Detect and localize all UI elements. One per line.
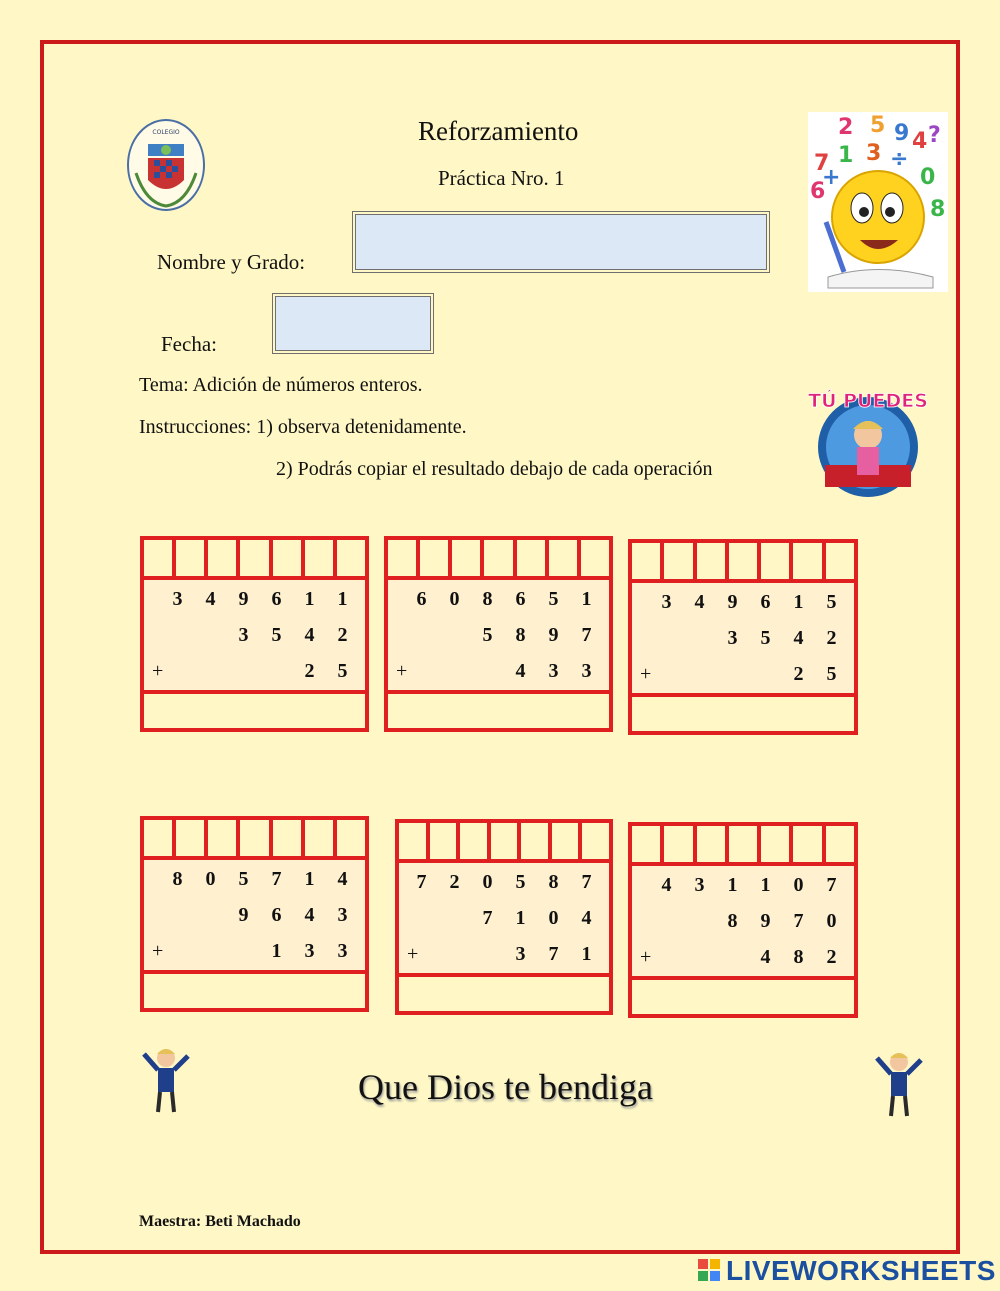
digit: 1 (271, 940, 282, 962)
answer-input[interactable] (144, 970, 365, 1008)
digit: 7 (826, 874, 837, 896)
digit: 7 (482, 907, 493, 929)
digit: 0 (793, 874, 804, 896)
addition-exercise-5 (395, 819, 613, 1015)
digit: 8 (727, 910, 738, 932)
carry-cell[interactable] (240, 820, 272, 856)
digit: 3 (727, 627, 738, 649)
addend-row (144, 618, 365, 652)
plus-sign: + (152, 940, 164, 962)
addend-row (632, 940, 854, 974)
digit: 3 (515, 943, 526, 965)
digit: 7 (581, 624, 592, 646)
digit: 8 (793, 946, 804, 968)
numbers-art-3: 3 (866, 141, 882, 166)
numbers-art-4: 4 (912, 129, 928, 154)
addends-area (144, 580, 365, 692)
digit: 6 (515, 588, 526, 610)
digit: 7 (271, 868, 282, 890)
plus-sign: + (640, 946, 652, 968)
carry-cell[interactable] (240, 540, 272, 576)
digit: 2 (337, 624, 348, 646)
digit: 9 (760, 910, 771, 932)
addend-row (399, 901, 609, 935)
numbers-art-8: 8 (930, 197, 946, 222)
addition-exercise-3 (628, 539, 858, 735)
closing-message: Que Dios te bendiga (358, 1067, 653, 1107)
carry-cell[interactable] (826, 543, 854, 579)
digit: 7 (548, 943, 559, 965)
numbers-art-question: ? (928, 123, 941, 148)
digit: 5 (826, 663, 837, 685)
digit: 9 (727, 591, 738, 613)
liveworksheets-watermark: LIVEWORKSHEETS (726, 1255, 996, 1286)
carry-cell[interactable] (793, 826, 825, 862)
digit: 2 (304, 660, 315, 682)
topic-text: Tema: Adición de números enteros. (139, 374, 423, 396)
digit: 8 (548, 871, 559, 893)
addends-area (399, 863, 609, 975)
digit: 5 (760, 627, 771, 649)
tu-puedes-text: TÚ PUEDES (808, 390, 928, 412)
carry-cell[interactable] (460, 823, 491, 859)
numbers-art-0: 0 (920, 165, 936, 190)
addend-row (144, 582, 365, 616)
teacher-name: Maestra: Beti Machado (139, 1213, 301, 1230)
digit: 4 (304, 904, 315, 926)
digit: 0 (449, 588, 460, 610)
digit: 4 (205, 588, 216, 610)
numbers-art-divide: ÷ (890, 147, 909, 172)
digit: 2 (826, 946, 837, 968)
digit: 5 (515, 871, 526, 893)
name-grade-input[interactable] (355, 214, 767, 270)
digit: 4 (661, 874, 672, 896)
carry-cell[interactable] (337, 820, 365, 856)
answer-input[interactable] (144, 690, 365, 728)
digit: 0 (548, 907, 559, 929)
digit: 9 (238, 588, 249, 610)
addend-row (144, 862, 365, 896)
digit: 2 (449, 871, 460, 893)
addend-row (388, 582, 609, 616)
digit: 3 (581, 660, 592, 682)
digit: 1 (304, 588, 315, 610)
math-emoji-icon (808, 112, 948, 292)
carry-cell[interactable] (632, 543, 664, 579)
carry-cell[interactable] (273, 820, 305, 856)
addition-exercise-1 (140, 536, 369, 732)
digit: 5 (271, 624, 282, 646)
digit: 2 (793, 663, 804, 685)
numbers-art-5: 5 (870, 113, 886, 138)
carry-cell[interactable] (337, 540, 365, 576)
digit: 3 (337, 940, 348, 962)
carry-cell[interactable] (305, 820, 337, 856)
digit: 5 (238, 868, 249, 890)
digit: 3 (238, 624, 249, 646)
addition-exercise-2 (384, 536, 613, 732)
addend-row (632, 868, 854, 902)
addend-row (632, 904, 854, 938)
digit: 7 (416, 871, 427, 893)
carry-cell[interactable] (208, 820, 240, 856)
digit: 3 (172, 588, 183, 610)
addend-row (632, 621, 854, 655)
addend-row (144, 898, 365, 932)
digit: 4 (304, 624, 315, 646)
carry-cell[interactable] (452, 540, 484, 576)
carry-cell[interactable] (632, 826, 664, 862)
carry-cell[interactable] (697, 826, 729, 862)
digit: 6 (760, 591, 771, 613)
digit: 6 (271, 904, 282, 926)
digit: 4 (694, 591, 705, 613)
carry-cells-row (632, 826, 854, 866)
carry-cell[interactable] (430, 823, 461, 859)
digit: 0 (482, 871, 493, 893)
carry-cell[interactable] (388, 540, 420, 576)
numbers-art-7: 7 (814, 151, 830, 176)
digit: 4 (793, 627, 804, 649)
digit: 3 (337, 904, 348, 926)
numbers-art-2: 2 (838, 115, 854, 140)
addend-row (632, 657, 854, 691)
carry-cells-row (632, 543, 854, 583)
school-crest-icon (126, 118, 206, 212)
addition-exercise-4 (140, 816, 369, 1012)
carry-cell[interactable] (144, 540, 176, 576)
carry-cell[interactable] (761, 826, 793, 862)
digit: 1 (793, 591, 804, 613)
tu-puedes-badge-icon (805, 385, 935, 500)
instruction-step-2: 2) Podrás copiar el resultado debajo de cada operación (276, 458, 713, 480)
carry-cell[interactable] (549, 540, 581, 576)
carry-cells-row (388, 540, 609, 580)
carry-cell[interactable] (664, 826, 696, 862)
plus-sign: + (152, 660, 164, 682)
digit: 1 (760, 874, 771, 896)
digit: 5 (548, 588, 559, 610)
digit: 1 (727, 874, 738, 896)
instruction-step-1: Instrucciones: 1) observa detenidamente. (139, 416, 467, 438)
digit: 3 (694, 874, 705, 896)
carry-cell[interactable] (664, 543, 696, 579)
carry-cell[interactable] (582, 823, 609, 859)
carry-cell[interactable] (420, 540, 452, 576)
carry-cells-row (144, 820, 365, 860)
digit: 8 (172, 868, 183, 890)
digit: 4 (515, 660, 526, 682)
addend-row (632, 585, 854, 619)
crest-text: COLEGIO (152, 129, 180, 136)
numbers-art-6: 6 (810, 179, 826, 204)
digit: 3 (304, 940, 315, 962)
addend-row (399, 937, 609, 971)
carry-cell[interactable] (793, 543, 825, 579)
carry-cell[interactable] (581, 540, 609, 576)
digit: 8 (515, 624, 526, 646)
addend-row (388, 654, 609, 688)
answer-input[interactable] (388, 690, 609, 728)
addends-area (632, 866, 854, 978)
digit: 6 (416, 588, 427, 610)
digit: 1 (337, 588, 348, 610)
digit: 1 (304, 868, 315, 890)
numbers-art-plus: + (822, 165, 841, 190)
digit: 1 (515, 907, 526, 929)
addends-area (388, 580, 609, 692)
digit: 5 (482, 624, 493, 646)
date-label: Fecha: (161, 332, 217, 356)
answer-input[interactable] (632, 976, 854, 1014)
digit: 2 (826, 627, 837, 649)
digit: 8 (482, 588, 493, 610)
digit: 4 (337, 868, 348, 890)
date-input[interactable] (275, 296, 431, 351)
addend-row (388, 618, 609, 652)
digit: 5 (337, 660, 348, 682)
carry-cell[interactable] (697, 543, 729, 579)
worksheet-subtitle: Práctica Nro. 1 (438, 166, 565, 190)
carry-cell[interactable] (552, 823, 583, 859)
addend-row (399, 865, 609, 899)
digit: 4 (581, 907, 592, 929)
name-grade-label: Nombre y Grado: (157, 250, 306, 274)
carry-cell[interactable] (729, 826, 761, 862)
numbers-art-1: 1 (838, 143, 854, 168)
carry-cell[interactable] (144, 820, 176, 856)
carry-cell[interactable] (273, 540, 305, 576)
teacher-avatar-left-icon (140, 1044, 192, 1114)
answer-input[interactable] (632, 693, 854, 731)
carry-cell[interactable] (305, 540, 337, 576)
carry-cell[interactable] (521, 823, 552, 859)
carry-cell[interactable] (761, 543, 793, 579)
liveworksheets-logo-icon (698, 1259, 722, 1283)
carry-cell[interactable] (729, 543, 761, 579)
digit: 4 (760, 946, 771, 968)
carry-cell[interactable] (826, 826, 854, 862)
digit: 3 (661, 591, 672, 613)
addend-row (144, 654, 365, 688)
numbers-art-9: 9 (894, 121, 910, 146)
digit: 1 (581, 943, 592, 965)
digit: 0 (826, 910, 837, 932)
carry-cell[interactable] (484, 540, 516, 576)
plus-sign: + (407, 943, 419, 965)
digit: 7 (793, 910, 804, 932)
digit: 3 (548, 660, 559, 682)
carry-cells-row (144, 540, 365, 580)
addends-area (632, 583, 854, 695)
digit: 0 (205, 868, 216, 890)
carry-cells-row (399, 823, 609, 863)
carry-cell[interactable] (176, 820, 208, 856)
carry-cell[interactable] (491, 823, 522, 859)
plus-sign: + (396, 660, 408, 682)
addends-area (144, 860, 365, 972)
carry-cell[interactable] (176, 540, 208, 576)
worksheet-title: Reforzamiento (418, 116, 579, 146)
digit: 1 (581, 588, 592, 610)
digit: 9 (548, 624, 559, 646)
addition-exercise-6 (628, 822, 858, 1018)
addend-row (144, 934, 365, 968)
plus-sign: + (640, 663, 652, 685)
carry-cell[interactable] (517, 540, 549, 576)
digit: 5 (826, 591, 837, 613)
digit: 7 (581, 871, 592, 893)
digit: 9 (238, 904, 249, 926)
digit: 6 (271, 588, 282, 610)
carry-cell[interactable] (208, 540, 240, 576)
carry-cell[interactable] (399, 823, 430, 859)
teacher-avatar-right-icon (873, 1048, 925, 1118)
answer-input[interactable] (399, 973, 609, 1011)
